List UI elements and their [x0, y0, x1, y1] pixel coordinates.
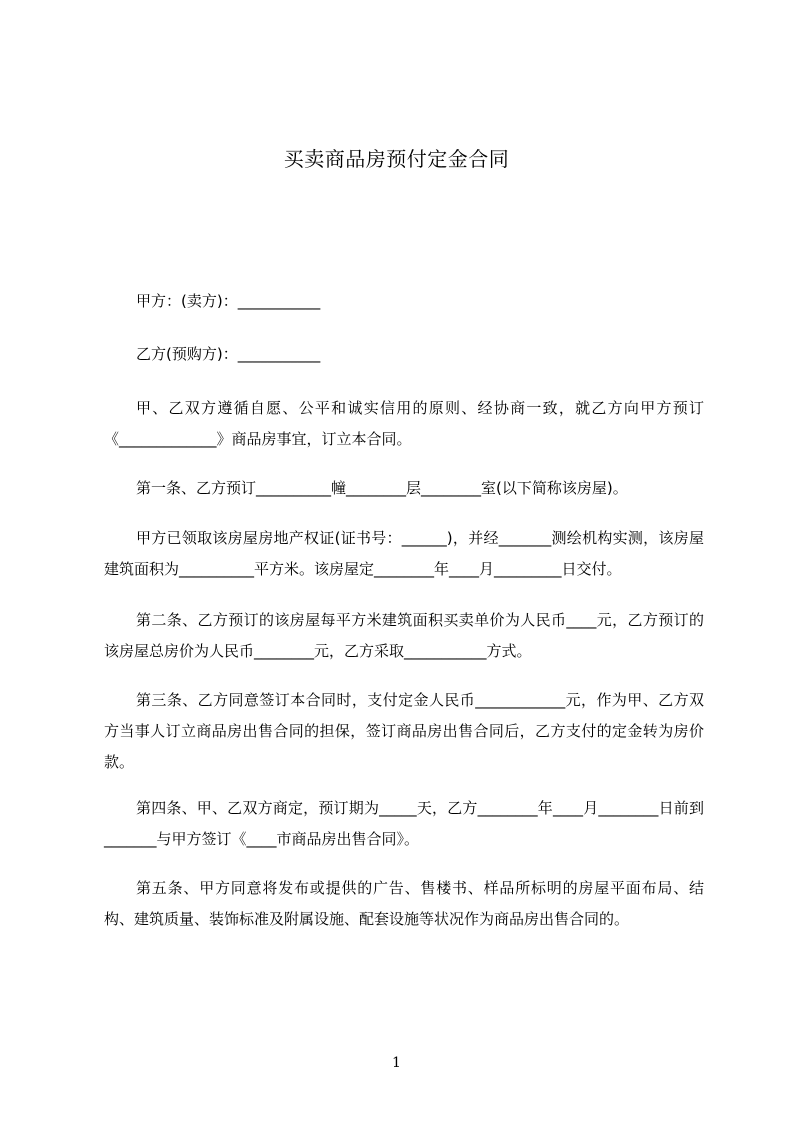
clause-2: 第二条、乙方预订的该房屋每平方米建筑面积买卖单价为人民币____元，乙方预订的该房屋总房价为人民币________元，乙方采取___________方式。: [104, 611, 704, 660]
party-a-line: 甲方：(卖方)：___________: [136, 292, 321, 310]
clause-1-details: 甲方已领取该房屋房地产权证(证书号：______)，并经_______测绘机构实测，该房屋建筑面积为__________平方米。该房屋定________年____月_________日交付。: [104, 529, 704, 578]
clause-5: 第五条、甲方同意将发布或提供的广告、售楼书、样品所标明的房屋平面布局、结构、建筑质量、装饰标准及附属设施、配套设施等状况作为商品房出售合同的。: [104, 879, 704, 928]
clause-3: 第三条、乙方同意签订本合同时，支付定金人民币____________元，作为甲、乙方双方当事人订立商品房出售合同的担保，签订商品房出售合同后，乙方支付的定金转为房价款。: [104, 691, 704, 771]
clause-1: 第一条、乙方预订__________幢________层________室(以下简称该房屋)。: [136, 479, 628, 497]
clause-4: 第四条、甲、乙双方商定，预订期为_____天，乙方________年____月________日前到_______与甲方签订《____市商品房出售合同》。: [104, 799, 704, 848]
party-b-line: 乙方(预购方)：___________: [136, 345, 321, 363]
document-title: 买卖商品房预付定金合同: [283, 147, 510, 171]
page-number: 1: [392, 1055, 401, 1071]
clause-intro: 甲、乙双方遵循自愿、公平和诚实信用的原则、经协商一致，就乙方向甲方预订《_____________》商品房事宜，订立本合同。: [104, 399, 704, 448]
